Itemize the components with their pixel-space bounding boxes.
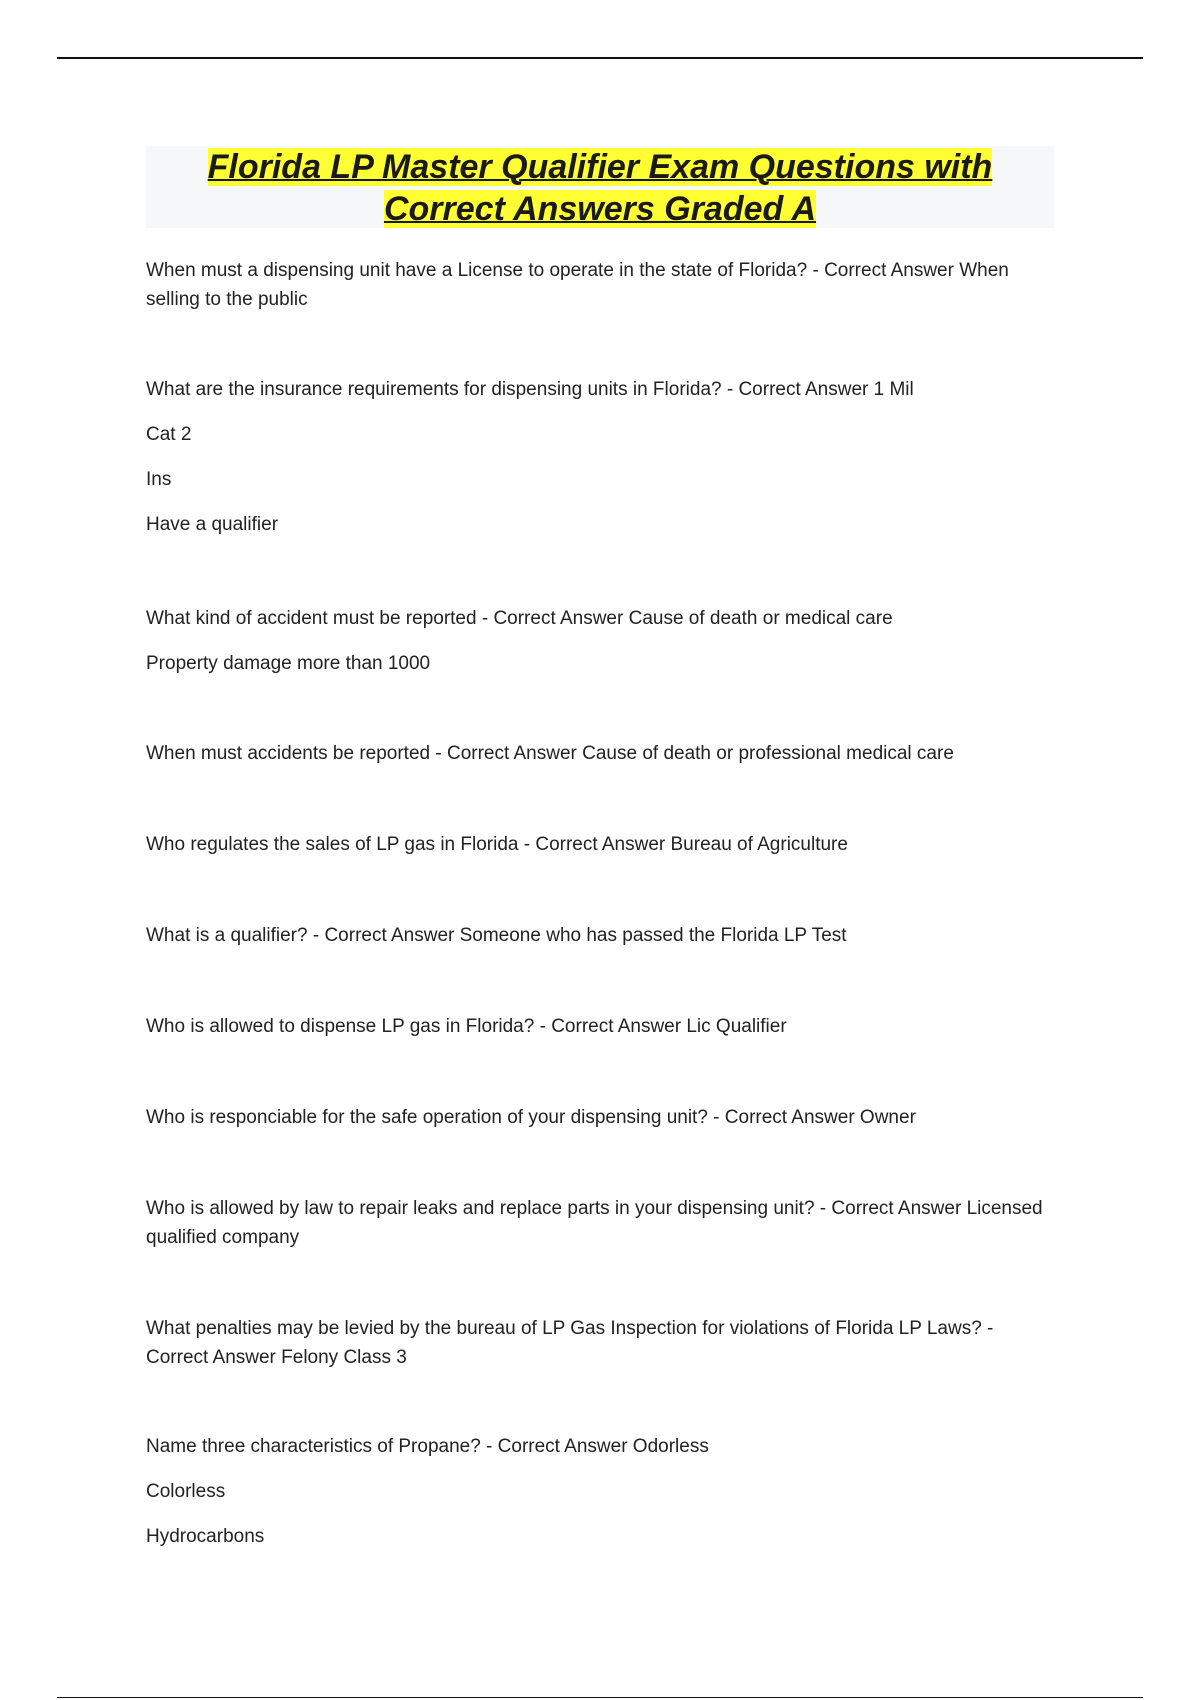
bottom-rule	[57, 1697, 1143, 1698]
qa-answer-line: Have a qualifier	[146, 514, 279, 535]
qa-text: Who regulates the sales of LP gas in Florida - Correct Answer Bureau of Agriculture	[146, 834, 848, 855]
qa-item-9	[146, 1194, 1046, 1252]
qa-text: When must accidents be reported - Correct Answer Cause of death or professional medical care	[146, 743, 954, 764]
qa-answer-line: Colorless	[146, 1481, 226, 1502]
qa-item-8	[146, 1103, 1046, 1132]
qa-text: What are the insurance requirements for dispensing units in Florida? - Correct Answer 1 Mil	[146, 379, 914, 400]
qa-text: Name three characteristics of Propane? - Correct Answer Odorless	[146, 1436, 709, 1457]
qa-text: When must a dispensing unit have a License to operate in the state of Florida? - Correct Answer When selling to the public	[146, 260, 1009, 310]
qa-answer-line: Ins	[146, 469, 172, 490]
qa-item-2	[146, 375, 1046, 539]
title-line-2: Correct Answers Graded A	[383, 190, 817, 228]
qa-text: Who is allowed by law to repair leaks and replace parts in your dispensing unit? - Correct Answer Licensed qualified company	[146, 1198, 1043, 1248]
title-line-1: Florida LP Master Qualifier Exam Questions with	[207, 148, 993, 186]
qa-item-1	[146, 256, 1046, 314]
qa-text: What is a qualifier? - Correct Answer Someone who has passed the Florida LP Test	[146, 925, 847, 946]
qa-item-7	[146, 1012, 1046, 1041]
top-rule	[57, 57, 1143, 59]
document-title	[146, 146, 1054, 230]
qa-item-5	[146, 830, 1046, 859]
qa-item-6	[146, 921, 1046, 950]
title-box	[146, 146, 1054, 228]
qa-answer-line: Hydrocarbons	[146, 1526, 265, 1547]
qa-text: Who is responciable for the safe operation of your dispensing unit? - Correct Answer Owner	[146, 1107, 916, 1128]
qa-item-11	[146, 1432, 1046, 1551]
qa-item-3	[146, 604, 1046, 678]
qa-answer-line: Property damage more than 1000	[146, 653, 431, 674]
qa-item-4	[146, 739, 1046, 768]
qa-item-10	[146, 1314, 1046, 1372]
qa-text: What kind of accident must be reported - Correct Answer Cause of death or medical care	[146, 608, 893, 629]
qa-text: What penalties may be levied by the bureau of LP Gas Inspection for violations of Florida LP Laws? - Correct Answer Felony Class 3	[146, 1318, 994, 1368]
qa-text: Who is allowed to dispense LP gas in Florida? - Correct Answer Lic Qualifier	[146, 1016, 787, 1037]
qa-answer-line: Cat 2	[146, 424, 192, 445]
